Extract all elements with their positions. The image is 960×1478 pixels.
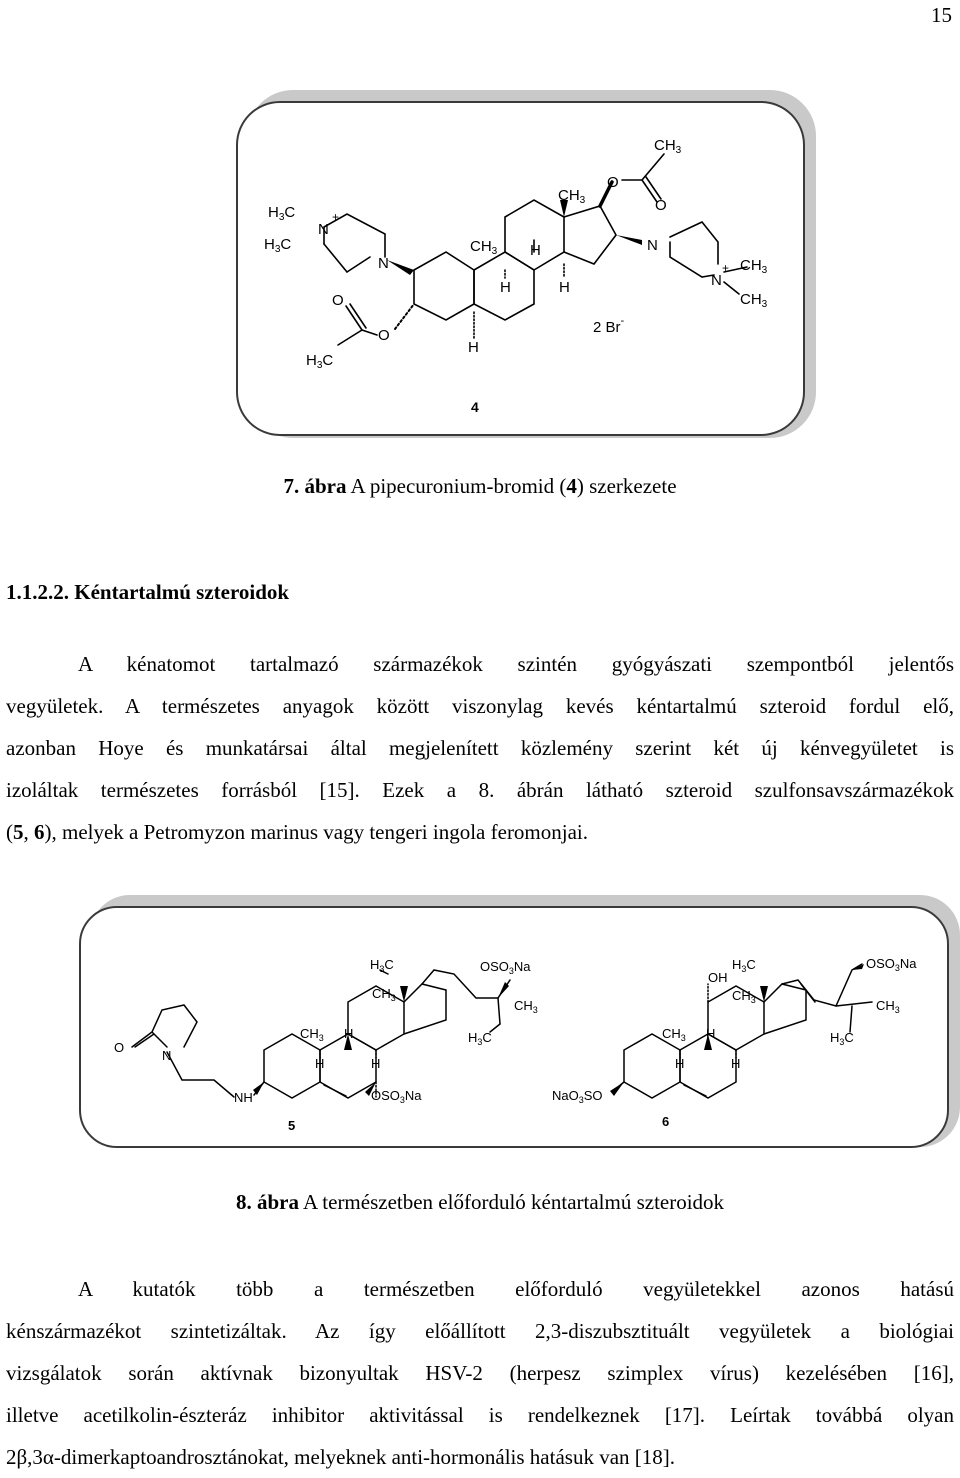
fig7-n-right-attach: N (647, 237, 658, 254)
fig7-h-c8: H (500, 279, 511, 296)
svg-text:H3C: $H_3C$ (468, 1030, 492, 1047)
figure-7-frame (236, 101, 805, 436)
fig8-5-h-c9: H (344, 1026, 354, 1041)
fig7-o-carbonyl-right: O (655, 197, 667, 214)
paragraph-1-line-4: izoláltak természetes forrásból [15]. Ezek a 8. ábrán látható szteroid szulfonsavszármazékok (6, 778, 954, 802)
fig7-counterion: 2 Br (593, 319, 621, 336)
fig8-5-h-c14: H (371, 1056, 381, 1071)
paragraph-2-line-2: kénszármazékot szintetizáltak. Az így előállított 2,3-diszubsztituált vegyületek a biológiai (6, 1319, 954, 1343)
fig7-ch3-c13: CH (558, 187, 580, 204)
page-number: 15 (931, 3, 952, 27)
fig8-6-h3c-top: H (732, 957, 742, 972)
fig8-6-h3c-side: H (830, 1030, 840, 1045)
paragraph-1 (6, 643, 954, 853)
fig8-6-h-c9: H (706, 1026, 716, 1041)
svg-text:OSO3Na: $OSO_3Na$ (866, 956, 917, 973)
fig7-h3c-2: H (264, 236, 275, 253)
svg-text:H3C: $H_3C$ (370, 957, 394, 974)
fig7-h-c9: H (530, 242, 541, 259)
svg-text:H3C: $H_3C$ (830, 1030, 854, 1047)
fig8-6-h-c14: H (731, 1056, 741, 1071)
fig8-6-oso3na-side: OSO (866, 956, 895, 971)
fig7-h-c14: H (559, 279, 570, 296)
figure-7-caption: 7. ábra A pipecuronium-bromid (4) szerkezete (283, 474, 677, 498)
fig8-5-h-c8: H (315, 1056, 325, 1071)
svg-text:OSO3Na: $OSO_3Na$ (480, 959, 531, 976)
fig8-compound-5: 5 (288, 1118, 296, 1133)
svg-text:CH3: $CH_3$ (876, 998, 900, 1015)
svg-text:H3C: $H_3C$ (306, 352, 334, 371)
pipecuronium-structure (238, 103, 803, 434)
fig8-5-oso3na-side: OSO (480, 959, 509, 974)
fig8-6-oh: OH (708, 970, 728, 985)
svg-text:CH3: $CH_3$ (470, 238, 498, 257)
fig8-5-ch3-side: CH (514, 998, 533, 1013)
paragraph-2 (6, 1268, 954, 1478)
svg-text:CH3: $CH_3$ (740, 257, 768, 276)
fig7-ch3-right-1: CH (740, 257, 762, 274)
fig7-h3c-1: H (268, 204, 279, 221)
fig7-o-carbonyl-left: O (332, 292, 344, 309)
fig8-5-h3c-top: H (370, 957, 380, 972)
fig7-n-plus-right: N (711, 272, 722, 289)
svg-text:CH3: $CH_3$ (514, 998, 538, 1015)
svg-text:H3C: $H_3C$ (268, 204, 296, 223)
svg-text:H3C: $H_3C$ (732, 957, 756, 974)
fig8-5-oso3na-ring: OSO (371, 1088, 400, 1103)
svg-text:CH3: $CH_3$ (662, 1026, 686, 1043)
fig7-n-plus-left: N (318, 221, 329, 238)
fig8-5-h3c-side: H (468, 1030, 478, 1045)
fig7-n-left-attach: N (378, 255, 389, 272)
paragraph-2-line-1: A kutatók több a természetben előforduló vegyületekkel azonos hatású (78, 1277, 954, 1301)
paragraph-2-line-3: vizsgálatok során aktívnak bizonyultak HSV-2 (herpesz szimplex vírus) kezelésében [16], (6, 1361, 954, 1385)
fig7-compound-number: 4 (471, 399, 479, 415)
fig7-o-ester-right: O (607, 174, 619, 191)
svg-text:CH3: $CH_3$ (372, 986, 396, 1003)
svg-text:2 Br-: 2 Br- (593, 315, 625, 336)
fig7-plus-right: + (722, 261, 730, 275)
svg-text:CH3: $CH_3$ (300, 1026, 324, 1043)
fig8-6-h-c8: H (675, 1056, 685, 1071)
svg-text:NaO3SO: NaO$_3$SO (552, 1088, 603, 1105)
fig7-h-c5: H (468, 339, 479, 356)
fig8-6-ch3-c10: CH (662, 1026, 681, 1041)
svg-text:CH3: $CH_3$ (654, 137, 682, 156)
paragraph-1-line-2: vegyületek. A természetes anyagok között viszonylag kevés kéntartalmú szteroid fordul elő, (6, 694, 954, 718)
fig8-5-nh: NH (234, 1090, 253, 1105)
paragraph-1-line-5: (5, 6), melyek a Petromyzon marinus vagy tengeri ingola feromonjai. (6, 820, 589, 844)
fig7-plus-left: + (332, 210, 340, 224)
fig8-5-ch3-c13: CH (372, 986, 391, 1001)
fig7-ch3-right-2: CH (740, 291, 762, 308)
svg-text:CH3: $CH_3$ (740, 291, 768, 310)
svg-text:CH3: $CH_3$ (558, 187, 586, 206)
figure-8-frame (79, 906, 949, 1148)
sulfonate-steroids-structure (81, 908, 947, 1146)
fig7-o-ester-left: O (378, 327, 390, 344)
fig8-6-ch3-c13: CH (732, 988, 751, 1003)
svg-text:CH3: $CH_3$ (732, 988, 756, 1005)
svg-text:H3C: $H_3C$ (264, 236, 292, 255)
svg-text:OSO3Na: $OSO_3Na$ (371, 1088, 422, 1105)
paragraph-2-line-5: 2β,3α-dimerkaptoandrosztánokat, melyeknek anti-hormonális hatásuk van [18]. (6, 1445, 675, 1469)
fig8-5-n-lactam: N (162, 1048, 172, 1063)
fig8-compound-6: 6 (662, 1114, 670, 1129)
section-heading: 1.1.2.2. Kéntartalmú szteroidok (6, 580, 290, 604)
fig8-5-o-lactam: O (114, 1040, 125, 1055)
fig8-5-ch3-c10: CH (300, 1026, 319, 1041)
paragraph-2-line-4: illetve acetilkolin-észteráz inhibitor aktivitással is rendelkeznek [17]. Leírtak továbbá olyan (6, 1403, 954, 1427)
fig7-ch3-acetyl-right: CH (654, 137, 676, 154)
paragraph-1-line-3: azonban Hoye és munkatársai által megjelenített közlemény szerint két új kénvegyületet is (6, 736, 954, 760)
fig8-6-ch3-side: CH (876, 998, 895, 1013)
fig7-ch3-c10: CH (470, 238, 492, 255)
paragraph-1-line-1: A kénatomot tartalmazó származékok szintén gyógyászati szempontból jelentős (78, 652, 954, 676)
fig7-h3c-acetyl-left: H (306, 352, 317, 369)
fig8-6-nao3so: NaO (552, 1088, 579, 1103)
figure-8-caption: 8. ábra A természetben előforduló kéntartalmú szteroidok (235, 1190, 725, 1214)
